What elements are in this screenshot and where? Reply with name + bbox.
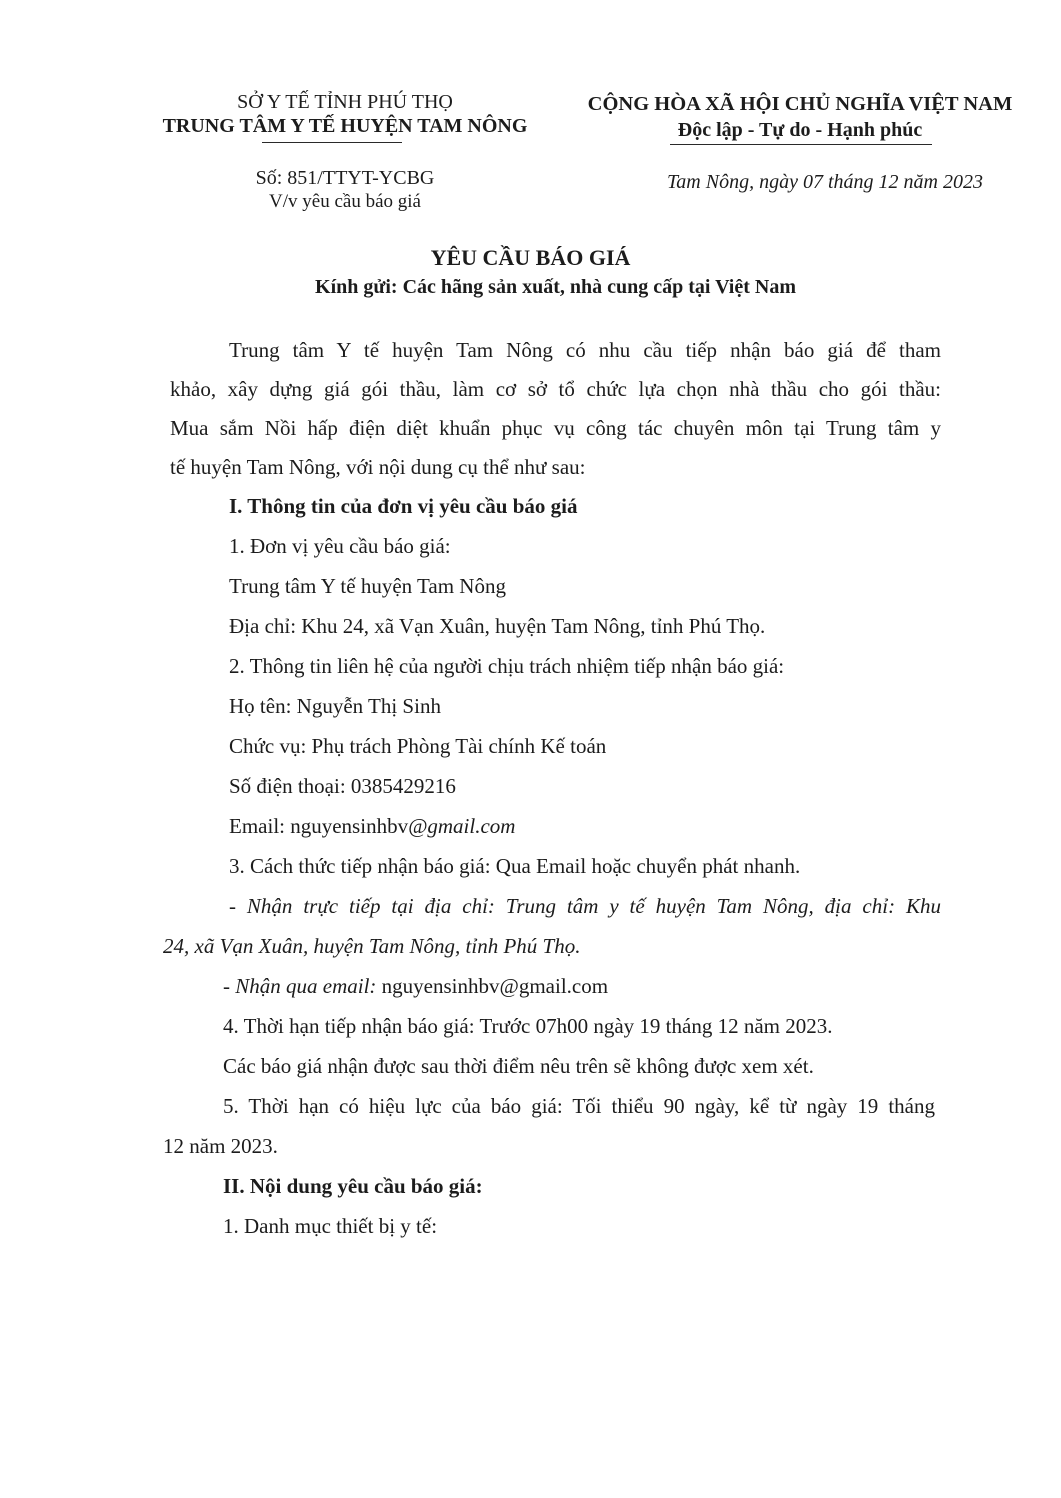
- email-receive: [223, 973, 608, 999]
- recipient-line: Kính gửi: Các hãng sản xuất, nhà cung cấp tại Việt Nam: [315, 276, 796, 298]
- organization-name: TRUNG TÂM Y TẾ HUYỆN TAM NÔNG: [162, 115, 528, 137]
- contact-name: Họ tên: Nguyễn Thị Sinh: [229, 694, 441, 718]
- unit-address: Địa chỉ: Khu 24, xã Vạn Xuân, huyện Tam Nông, tỉnh Phú Thọ.: [229, 614, 766, 638]
- document-subject: V/v yêu cầu báo giá: [269, 191, 421, 212]
- intro-line-1: Trung tâm Y tế huyện Tam Nông có nhu cầu tiếp nhận báo giá để tham: [229, 338, 941, 362]
- document-title: YÊU CẦU BÁO GIÁ: [430, 245, 631, 270]
- section-2-item-1: 1. Danh mục thiết bị y tế:: [223, 1214, 438, 1238]
- motto: Độc lập - Tự do - Hạnh phúc: [677, 119, 923, 141]
- left-header-rule: [262, 142, 402, 143]
- contact-position: Chức vụ: Phụ trách Phòng Tài chính Kế toán: [229, 734, 607, 758]
- section-1-heading: I. Thông tin của đơn vị yêu cầu báo giá: [229, 494, 578, 518]
- department-name: SỞ Y TẾ TỈNH PHÚ THỌ: [237, 91, 453, 113]
- right-header-rule: [670, 144, 932, 145]
- unit-name: Trung tâm Y tế huyện Tam Nông: [229, 574, 506, 598]
- section-1-item-4-note: Các báo giá nhận được sau thời điểm nêu trên sẽ không được xem xét.: [223, 1054, 814, 1078]
- contact-phone: Số điện thoại: 0385429216: [229, 774, 456, 798]
- section-1-item-4: 4. Thời hạn tiếp nhận báo giá: Trước 07h00 ngày 19 tháng 12 năm 2023.: [223, 1014, 833, 1038]
- document-number: Số: 851/TTYT-YCBG: [255, 167, 435, 189]
- intro-line-4: tế huyện Tam Nông, với nội dung cụ thể như sau:: [170, 455, 586, 479]
- email-receive-label: - Nhận qua email:: [223, 974, 377, 998]
- section-1-item-1: 1. Đơn vị yêu cầu báo giá:: [229, 534, 451, 558]
- section-1-item-3: 3. Cách thức tiếp nhận báo giá: Qua Email hoặc chuyển phát nhanh.: [229, 854, 801, 878]
- email-receive-value: nguyensinhbv@gmail.com: [376, 974, 609, 998]
- section-1-item-5-line-2: 12 năm 2023.: [163, 1134, 278, 1158]
- direct-receive-line-1: - Nhận trực tiếp tại địa chỉ: Trung tâm y tế huyện Tam Nông, địa chỉ: Khu: [229, 894, 941, 918]
- intro-line-3: Mua sắm Nồi hấp điện diệt khuẩn phục vụ công tác chuyên môn tại Trung tâm y: [170, 416, 941, 440]
- section-1-item-2: 2. Thông tin liên hệ của người chịu trách nhiệm tiếp nhận báo giá:: [229, 654, 785, 678]
- contact-email-label: Email: nguyensinhbv: [229, 814, 409, 838]
- section-2-heading: II. Nội dung yêu cầu báo giá:: [223, 1174, 483, 1198]
- contact-email-domain: @gmail.com: [408, 814, 516, 838]
- section-1-item-5-line-1: 5. Thời hạn có hiệu lực của báo giá: Tối thiểu 90 ngày, kể từ ngày 19 tháng: [223, 1094, 935, 1118]
- country-name: CỘNG HÒA XÃ HỘI CHỦ NGHĨA VIỆT NAM: [587, 93, 1013, 115]
- intro-line-2: khảo, xây dựng giá gói thầu, làm cơ sở tổ chức lựa chọn nhà thầu cho gói thầu:: [170, 377, 941, 401]
- contact-email: [229, 813, 515, 839]
- document-date: Tam Nông, ngày 07 tháng 12 năm 2023: [667, 171, 983, 193]
- direct-receive-line-2: 24, xã Vạn Xuân, huyện Tam Nông, tỉnh Phú Thọ.: [163, 934, 581, 958]
